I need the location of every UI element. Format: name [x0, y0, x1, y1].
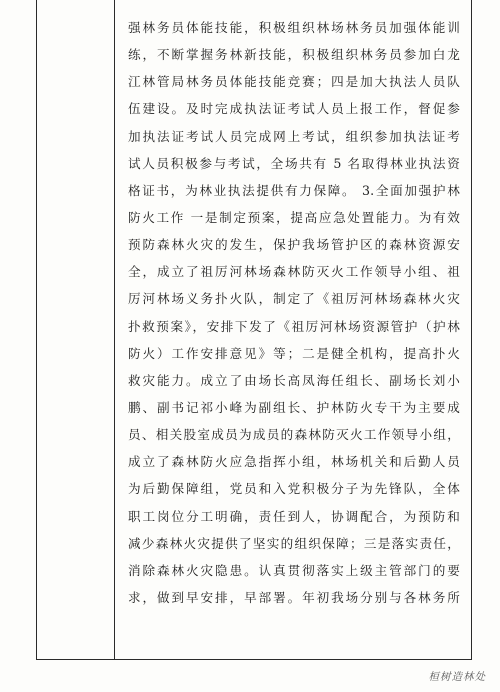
- report-body-text: [128, 14, 460, 611]
- text-line: 鹏、副书记祁小峰为副组长、护林防火专干为主要成: [128, 399, 460, 415]
- text-line: 扑救预案》，安排下发了《祖厉河林场资源管护（护林: [128, 318, 460, 334]
- table-left-border: [36, 0, 37, 660]
- text-line: 为后勤保障组，党员和入党积极分子为先锋队，全体: [128, 481, 460, 497]
- text-line: 格证书，为林业执法提供有力保障。 3.全面加强护林: [128, 182, 460, 198]
- text-line: 厉河林场义务扑火队，制定了《祖厉河林场森林火灾: [128, 291, 460, 307]
- text-line: 强林务员体能技能，积极组织林场林务员加强体能训: [128, 20, 460, 35]
- text-line: 防火）工作安排意见》等；二是健全机构，提高扑火: [128, 345, 460, 361]
- table-right-border: [471, 0, 472, 660]
- text-line: 试人员积极参与考试，全场共有 5 名取得林业执法资: [128, 155, 460, 171]
- footer-watermark: 桓树造林处: [428, 671, 486, 683]
- table-column-divider: [114, 0, 115, 660]
- text-line: 江林管局林务员体能技能竞赛；四是加大执法人员队: [128, 74, 460, 90]
- text-line: 练，不断掌握务林新技能，积极组织林务员参加白龙: [128, 47, 460, 63]
- text-line: 职工岗位分工明确，责任到人，协调配合，为预防和: [128, 508, 460, 524]
- text-line: 加执法证考试人员完成网上考试，组织参加执法证考: [128, 128, 460, 144]
- text-line: 预防森林火灾的发生，保护我场管护区的森林资源安: [128, 237, 460, 253]
- text-line: 减少森林火灾提供了坚实的组织保障；三是落实责任，: [128, 535, 460, 551]
- text-line: 成立了森林防火应急指挥小组，林场机关和后勤人员: [128, 454, 460, 470]
- text-line: 全，成立了祖厉河林场森林防灭火工作领导小组、祖: [128, 264, 460, 280]
- text-line: 救灾能力。成立了由场长高凤海任组长、副场长刘小: [128, 372, 460, 388]
- text-line: 伍建设。及时完成执法证考试人员上报工作，督促参: [128, 101, 460, 117]
- text-line: 消除森林火灾隐患。认真贯彻落实上级主管部门的要: [128, 562, 460, 578]
- table-bottom-border: [36, 659, 472, 660]
- text-line: 求，做到早安排，早部署。年初我场分别与各林务所: [128, 589, 460, 605]
- text-line: 防火工作 一是制定预案，提高应急处置能力。为有效: [128, 209, 460, 225]
- text-line: 员、相关股室成员为成员的森林防灭火工作领导小组，: [128, 427, 460, 443]
